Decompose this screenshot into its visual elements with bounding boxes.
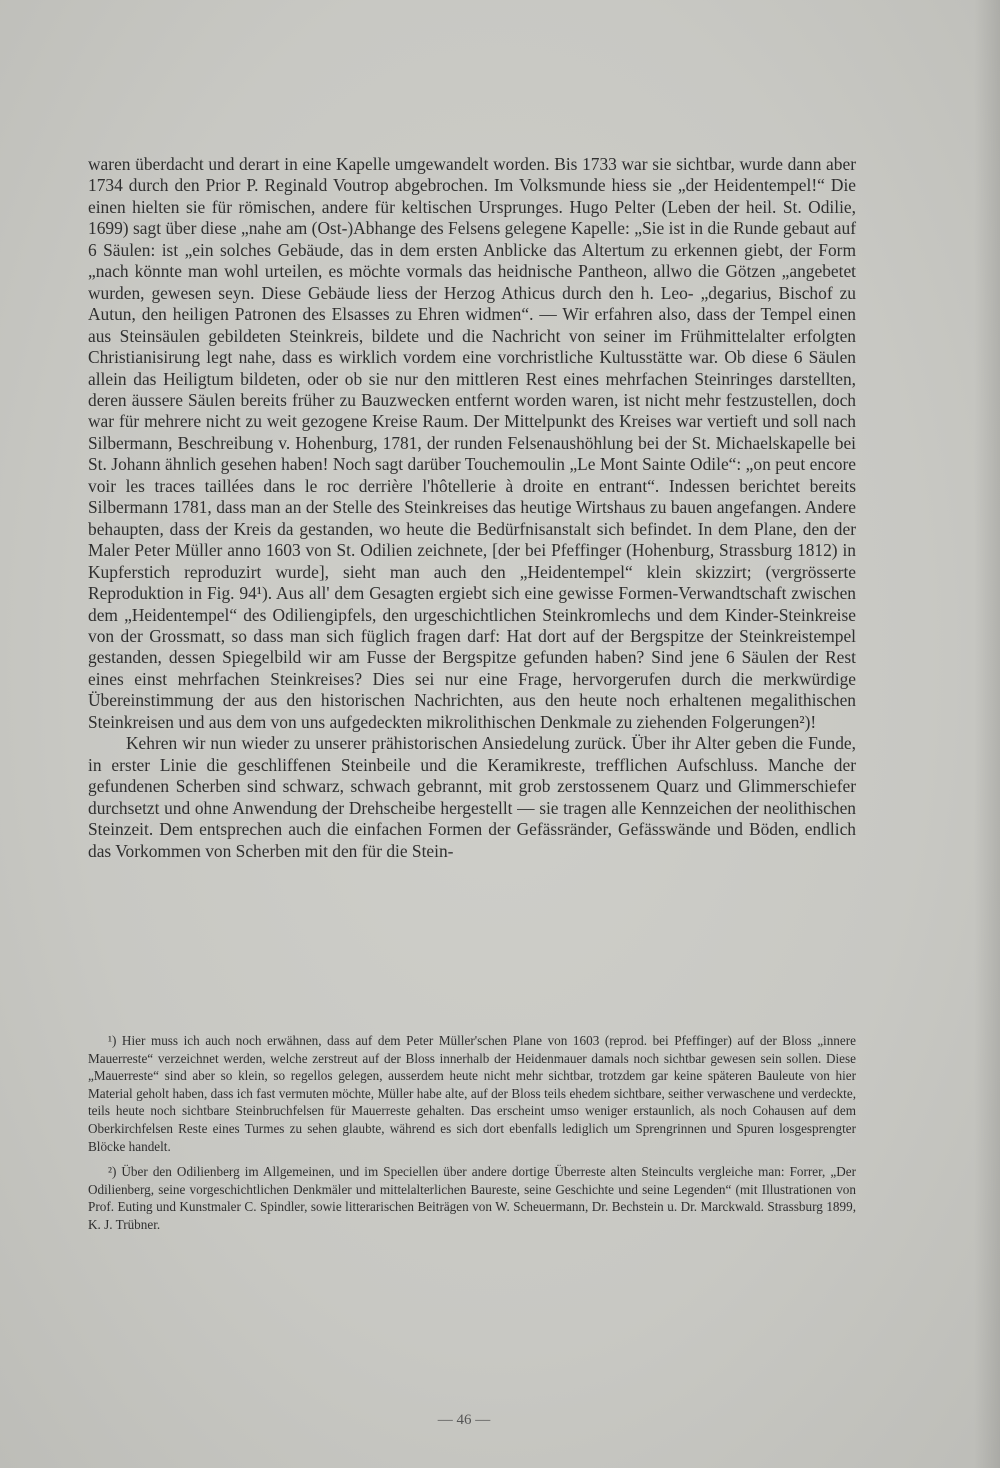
main-text [88,154,856,862]
page-number: — 46 — [437,1412,491,1428]
paragraph-heidentempel: waren überdacht und derart in eine Kapelle umgewandelt worden. Bis 1733 war sie sichtbar, wurde dann aber 1734 durch den Prior P. Reginald Voutrop abgebrochen. Im Volksmunde hiess sie „der Heidentempel!“ Die einen hielten sie für römischen, andere für keltischen Ursprunges. Hugo Pelter (Leben der heil. St. Odilie, 1699) sagt über diese „nahe am (Ost-)Abhange des Felsens gelegene Kapelle: „Sie ist in die Runde gebaut auf 6 Säulen: ist „ein solches Gebäude, das in dem ersten Anblicke das Altertum zu erkennen giebt, der Form „nach könnte man wohl urteilen, es möchte vormals das heidnische Pantheon, allwo die Götzen „angebetet wurden, gewesen seyn. Diese Gebäude liess der Herzog Athicus durch den h. Leo- „degarius, Bischof zu Autun, den heiligen Patronen des Elsasses zu Ehren widmen“. — Wir erfahren also, dass der Tempel einen aus Steinsäulen gebildeten Steinkreis, bildete und die Nachricht von seiner im Frühmittelalter erfolgten Christianisirung legt nahe, dass es wirklich vordem eine vorchristliche Kultusstätte war. Ob diese 6 Säulen allein das Heiligtum bildeten, oder ob sie nur den mittleren Rest eines mehrfachen Steinringes darstellten, deren äussere Säulen bereits früher zu Bauzwecken entfernt worden waren, ist nicht mehr festzustellen, doch war für mehrere nicht zu weit gezogene Kreise Raum. Der Mittelpunkt des Kreises war vertieft und soll nach Silbermann, Beschreibung v. Hohenburg, 1781, der runden Felsenaushöhlung bei der St. Michaelskapelle bei St. Johann ähnlich gesehen haben! Noch sagt darüber Touchemoulin „Le Mont Sainte Odile“: „on peut encore voir les traces taillées dans le roc derrière l'hôtellerie à droite en entrant“. Indessen berichtet bereits Silbermann 1781, dass man an der Stelle des Steinkreises das heutige Wirtshaus zu bauen angefangen. Andere behaupten, dass der Kreis da gestanden, wo heute die Bedürfnisanstalt sich befindet. In dem Plane, den der Maler Peter Müller anno 1603 von St. Odilien zeichnete, [der bei Pfeffinger (Hohenburg, Strassburg 1812) in Kupferstich reproduzirt wurde], sieht man auch den „Heidentempel“ klein skizzirt; (vergrösserte Reproduktion in Fig. 94¹). Aus all' dem Gesagten ergiebt sich eine gewisse Formen-Verwandtschaft zwischen dem „Heidentempel“ des Odiliengipfels, den urgeschichtlichen Steinkromlechs und dem Kinder-Steinkreise von der Grossmatt, so dass man sich füglich fragen darf: Hat dort auf der Bergspitze der Steinkreistempel gestanden, dessen Spiegelbild wir am Fusse der Bergspitze gefunden haben? Sind jene 6 Säulen der Rest eines einst mehrfachen Steinkreises? Dies sei nur eine Frage, hervorgerufen durch die merkwürdige Übereinstimmung der aus den historischen Nachrichten, aus den heute noch erhaltenen megalithischen Steinkreisen und aus dem von uns aufgedeckten mikrolithischen Denkmale zu ziehenden Folgerungen²)! [88,154,856,732]
footnote-2: ²) Über den Odilienberg im Allgemeinen, und im Speciellen über andere dortige Überreste alten Steincults vergleiche man: Forrer, „Der Odilienberg, seine vorgeschichtlichen Denkmäler und mittelalterlichen Baureste, seine Geschichte und seine Legenden“ (mit Illustrationen von Prof. Euting und Kunstmaler C. Spindler, sowie litterarischen Beiträgen von W. Scheuermann, Dr. Bechstein u. Dr. Marckwald. Strassburg 1899, K. J. Trübner. [88,1164,856,1232]
paragraph-ansiedelung: Kehren wir nun wieder zu unserer prähistorischen Ansiedelung zurück. Über ihr Alter geben die Funde, in erster Linie die geschliffenen Steinbeile und die Keramikreste, trefflichen Aufschluss. Manche der gefundenen Scherben sind schwarz, schwach gebrannt, mit grob zerstossenem Quarz und Glimmerschiefer durchsetzt und ohne Anwendung der Drehscheibe hergestellt — sie tragen alle Kennzeichen der neolithischen Steinzeit. Dem entsprechen auch die einfachen Formen der Gefässränder, Gefässwände und Böden, endlich das Vorkommen von Scherben mit den für die Stein- [88,733,856,861]
footnote-1: ¹) Hier muss ich auch noch erwähnen, dass auf dem Peter Müller'schen Plane von 1603 (reprod. bei Pfeffinger) auf der Bloss „innere Mauerreste“ verzeichnet werden, welche zerstreut auf der Bloss innerhalb der Heidenmauer damals noch sichtbar gewesen sein sollen. Diese „Mauerreste“ sind aber so klein, so regellos gelegen, ausserdem heute nicht mehr sichtbar, trotzdem gar keine späteren Bauleute von hier Material geholt haben, dass ich fast vermuten möchte, Müller habe alte, auf der Bloss teils ehedem sichtbare, seither verwaschene und verdeckte, teils heute noch sichtbare Steinbruchfelsen für Mauerreste gehalten. Das erscheint umso weniger erstaunlich, als noch Cohausen auf dem Oberkirchfelsen Reste eines Turmes zu sehen glaubte, während es sich dort ebenfalls lediglich um Sprengrinnen und Spuren losgesprengter Blöcke handelt. [88,1033,856,1154]
page-edge-shadow [974,0,1000,1468]
footnotes [88,1032,856,1242]
